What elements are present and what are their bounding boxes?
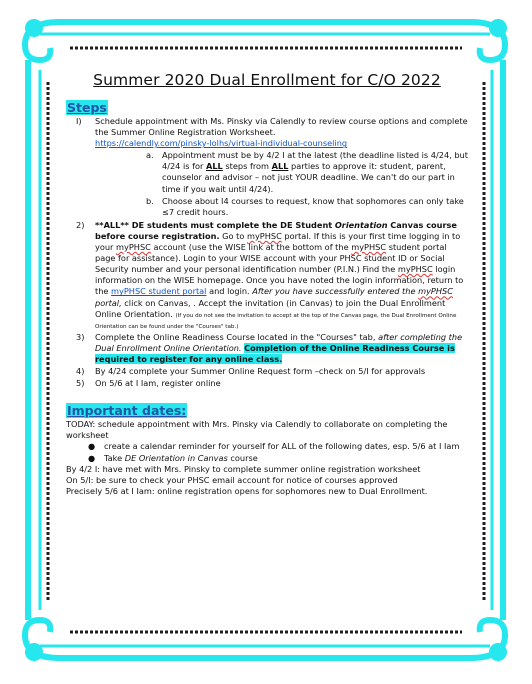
dates-line: Precisely 5/6 at I Iam: online registration opens for sophomores new to Dual Enrollment. [66, 485, 428, 496]
step-2 [66, 220, 468, 331]
document-body [66, 68, 468, 497]
step-text: login information on the WISE homepage. Once you have noted the login information, return to the [95, 264, 464, 297]
step-number: 4) [76, 366, 85, 377]
step-text: Go to [222, 230, 245, 241]
bullet-italic: DE Orientation in Canvas [124, 452, 228, 463]
myphsc-word: myPHSC [246, 230, 282, 241]
step-bold-text: Canvas course before course registration. [95, 219, 457, 241]
calendly-link[interactable]: https://calendly.com/pinsky-lolhs/virtual-individual-counseling [95, 138, 348, 149]
myphsc-word: myPHSC [351, 242, 387, 253]
step-text: student portal page for assistance). Login to your WISE account with your PHSC student ID or Social Security number and your personal identification number (P.I.N.) Find the [95, 242, 447, 275]
step-text: Schedule appointment with Ms. Pinsky via Calendly to review course options and complete the Summer Online Registration Worksheet. [95, 116, 468, 138]
myphsc-word: myPHSC [397, 264, 433, 275]
step-3 [66, 332, 468, 365]
small-note: (If you do not see the invitation to accept at the top of the Canvas page, the Dual Enrollment Online Orientation can be found under the "Courses" tab.) [95, 312, 457, 330]
bullet-text: Take [104, 452, 123, 463]
dates-line: On 5/I: be sure to check your PHSC email account for notice of courses approved [66, 474, 398, 485]
step-text: and login. [209, 286, 250, 297]
dates-today: TODAY: schedule appointment with Mrs. Pinsky via Calendly to collaborate on completing the worksheet [66, 419, 448, 441]
sub-step-text: parties to approve it: student, parent, counselor and advisor – not just YOUR deadline. We can't do our part in time if you wait until 4/24). [162, 161, 455, 194]
step-text: click on Canvas, . Accept the invitation (in Canvas) to join the Dual Enrollment Online Orientation. [95, 297, 446, 319]
bullet-dot-icon: ● [88, 452, 96, 463]
step-4 [66, 366, 468, 377]
bullet-dot-icon: ● [88, 441, 96, 452]
step-number: 2) [76, 219, 85, 230]
step-text: Complete the Online Readiness Course located in the "Courses" tab, [95, 331, 376, 342]
step-italic: portal, [95, 297, 122, 308]
step-text: account (use the WISE link at the bottom of the [153, 242, 349, 253]
myphsc-word: myPHSC [418, 286, 453, 297]
step-5 [66, 378, 468, 389]
sub-step-letter: a. [146, 150, 154, 161]
step-text: By 4/24 complete your Summer Online Request form –check on 5/I for approvals [95, 366, 426, 377]
steps-heading: Steps [67, 100, 107, 115]
step-number: 5) [76, 378, 85, 389]
step-text: On 5/6 at I Iam, register online [95, 378, 221, 389]
sub-step-text: steps from [225, 161, 270, 172]
dates-bullet [66, 453, 468, 464]
step-1a [66, 150, 468, 194]
highlighted-requirement: Completion of the Online Readiness Course is required to register for any online class. [95, 342, 455, 364]
important-dates-heading: Important dates: [67, 403, 187, 419]
myphsc-word: myPHSC [116, 242, 151, 253]
step-bold-italic: Orientation [334, 219, 388, 230]
dates-line: By 4/2 I: have met with Mrs. Pinsky to complete summer online registration worksheet [66, 463, 421, 474]
bullet-text: course [230, 452, 258, 463]
sub-step-text: Appointment must be by 4/2 I at the latest (the deadline listed is 4/24, but 4/24 is for [162, 150, 468, 172]
sub-step-text: Choose about I4 courses to request, know that sophomores can only take ≤7 credit hours. [162, 195, 464, 217]
step-1 [66, 116, 468, 149]
step-italic: After you have successfully entered the [252, 286, 416, 297]
bullet-text: create a calendar reminder for yourself for ALL of the following dates, esp. 5/6 at I Iam [104, 441, 460, 452]
dates-bullet [66, 441, 468, 452]
step-bold-text: **ALL** DE students must complete the DE Student [95, 219, 333, 230]
myphsc-portal-link[interactable]: myPHSC student portal [111, 286, 207, 297]
step-number: 3) [76, 331, 85, 342]
step-text: portal. If this is your first time logging in to your [95, 230, 461, 253]
step-italic: after completing the Dual Enrollment Online Orientation. [95, 331, 463, 353]
emphasis-all: ALL [206, 161, 223, 172]
step-number: I) [76, 116, 82, 126]
sub-step-letter: b. [146, 195, 154, 206]
emphasis-all: ALL [271, 161, 289, 172]
step-1b [66, 196, 468, 218]
page-title: Summer 2020 Dual Enrollment for C/O 2022 [93, 71, 441, 89]
